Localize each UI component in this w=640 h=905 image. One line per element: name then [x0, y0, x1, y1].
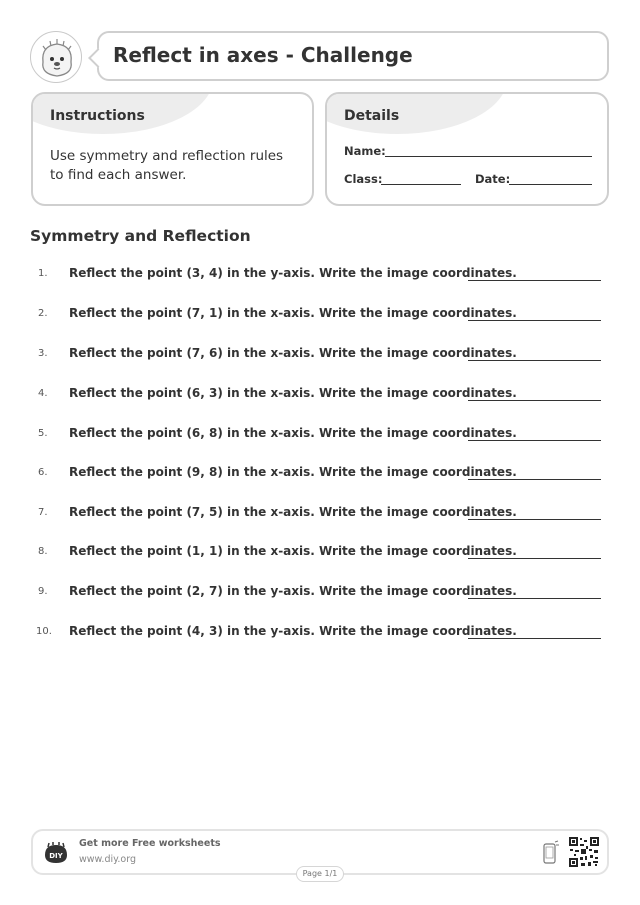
- details-panel: [325, 92, 609, 206]
- question-row: [0, 344, 640, 366]
- question-row: [0, 503, 640, 525]
- question-number: 4.: [38, 388, 48, 399]
- question-number: 2.: [38, 308, 48, 319]
- question-number: 3.: [38, 348, 48, 359]
- question-number: 10.: [36, 626, 52, 637]
- answer-line[interactable]: [468, 320, 601, 321]
- question-text: Reflect the point (7, 6) in the x-axis. Write the image coordinates.: [69, 346, 517, 360]
- question-number: 9.: [38, 586, 48, 597]
- question-row: [0, 384, 640, 406]
- question-number: 7.: [38, 507, 48, 518]
- answer-line[interactable]: [468, 400, 601, 401]
- date-label: Date:: [475, 172, 511, 186]
- bubble-tail: [88, 48, 108, 68]
- answer-line[interactable]: [468, 280, 601, 281]
- question-row: [0, 463, 640, 485]
- answer-line[interactable]: [468, 519, 601, 520]
- name-field[interactable]: [385, 156, 592, 157]
- question-text: Reflect the point (3, 4) in the y-axis. Write the image coordinates.: [69, 266, 517, 280]
- qr-code-icon[interactable]: [568, 836, 600, 868]
- question-number: 1.: [38, 268, 48, 279]
- mascot-icon: [31, 32, 82, 83]
- question-text: Reflect the point (9, 8) in the x-axis. Write the image coordinates.: [69, 465, 517, 479]
- question-text: Reflect the point (6, 8) in the x-axis. Write the image coordinates.: [69, 426, 517, 440]
- question-text: Reflect the point (7, 1) in the x-axis. Write the image coordinates.: [69, 306, 517, 320]
- name-label: Name:: [344, 144, 386, 158]
- question-number: 5.: [38, 428, 48, 439]
- instructions-text: Use symmetry and reflection rules to find each answer.: [50, 148, 284, 183]
- page-title: Reflect in axes - Challenge: [113, 43, 413, 67]
- section-title: Symmetry and Reflection: [30, 227, 251, 245]
- details-heading: Details: [344, 108, 400, 124]
- svg-text:DIY: DIY: [49, 852, 63, 860]
- question-number: 8.: [38, 546, 48, 557]
- page-indicator: Page 1/1: [296, 866, 344, 882]
- footer-title: Get more Free worksheets: [79, 838, 221, 849]
- title-bubble: [97, 31, 609, 81]
- phone-icon: [542, 840, 560, 866]
- instructions-heading: Instructions: [50, 108, 145, 124]
- question-number: 6.: [38, 467, 48, 478]
- question-row: [0, 304, 640, 326]
- question-row: [0, 264, 640, 286]
- question-text: Reflect the point (7, 5) in the x-axis. Write the image coordinates.: [69, 505, 517, 519]
- question-row: [0, 542, 640, 564]
- question-row: [0, 424, 640, 446]
- diy-logo-icon: [43, 841, 69, 865]
- question-text: Reflect the point (1, 1) in the x-axis. Write the image coordinates.: [69, 544, 517, 558]
- answer-line[interactable]: [468, 440, 601, 441]
- footer-url[interactable]: www.diy.org: [79, 854, 136, 865]
- question-text: Reflect the point (4, 3) in the y-axis. Write the image coordinates.: [69, 624, 517, 638]
- answer-line[interactable]: [468, 360, 601, 361]
- answer-line[interactable]: [468, 558, 601, 559]
- instructions-panel: [31, 92, 314, 206]
- question-text: Reflect the point (2, 7) in the y-axis. Write the image coordinates.: [69, 584, 517, 598]
- mascot-avatar: [30, 31, 82, 83]
- class-label: Class:: [344, 172, 383, 186]
- answer-line[interactable]: [468, 638, 601, 639]
- answer-line[interactable]: [468, 479, 601, 480]
- class-field[interactable]: [381, 184, 461, 185]
- question-row: [0, 622, 640, 644]
- question-row: [0, 582, 640, 604]
- question-text: Reflect the point (6, 3) in the x-axis. Write the image coordinates.: [69, 386, 517, 400]
- date-field[interactable]: [509, 184, 592, 185]
- answer-line[interactable]: [468, 598, 601, 599]
